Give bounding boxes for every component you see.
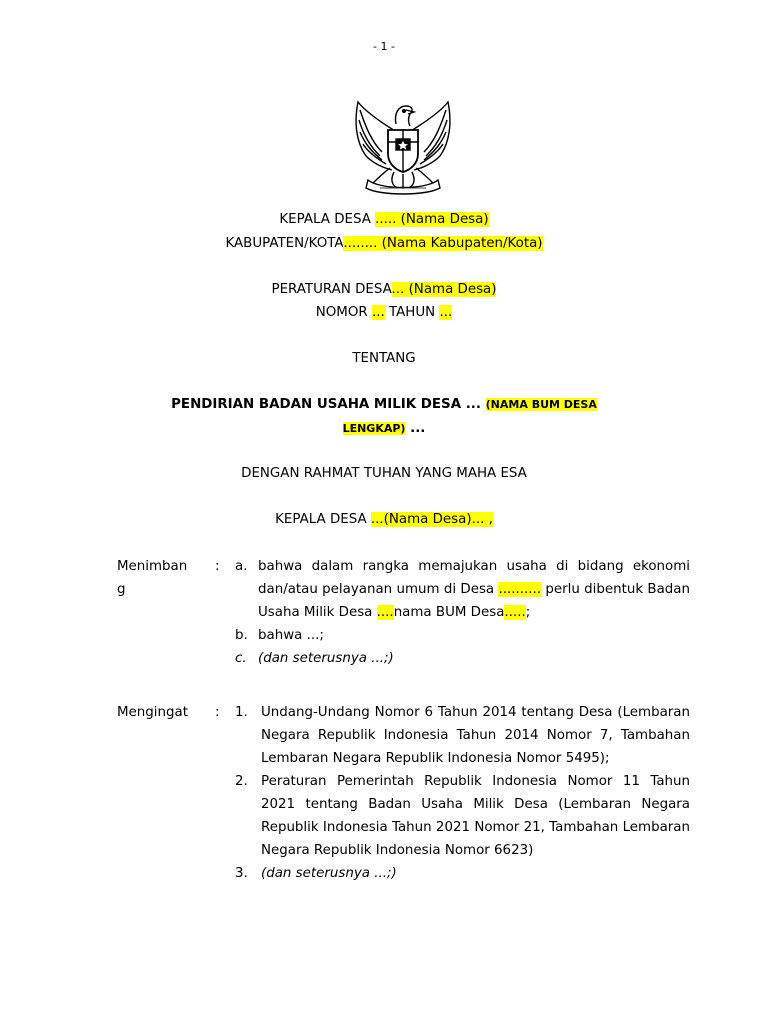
list-item — [235, 770, 690, 862]
header-kabupaten-text: KABUPATEN/KOTA — [225, 236, 344, 251]
placeholder-lengkap: LENGKAP) — [342, 422, 406, 435]
list-item — [235, 701, 690, 770]
menimbang-a-text2: perlu dibentuk Badan Usaha Milik Desa — [258, 582, 690, 620]
menimbang-a-text1: bahwa dalam rangka memajukan usaha di bidang ekonomi dan/atau pelayanan umum di Desa — [258, 559, 690, 597]
kepala-desa-line — [0, 512, 768, 527]
list-marker: 1. — [235, 705, 248, 720]
tahun-label: TAHUN — [384, 305, 440, 320]
list-marker: c. — [235, 651, 247, 666]
placeholder-bum-desa-2: ..... — [504, 605, 526, 620]
regulation-number — [0, 305, 768, 320]
list-marker: 3. — [235, 866, 248, 881]
kepala-desa-text: KEPALA DESA — [275, 512, 371, 527]
list-item — [235, 647, 690, 670]
placeholder-nama-bum-desa: (NAMA BUM DESA — [485, 398, 597, 411]
document-title-text: PENDIRIAN BADAN USAHA MILIK DESA ... — [171, 397, 486, 412]
menimbang-a-text4: ; — [525, 605, 531, 620]
placeholder-tahun: ... — [439, 305, 453, 320]
tentang-heading: TENTANG — [352, 351, 416, 366]
header-kepala-desa-text: KEPALA DESA — [279, 212, 376, 227]
mengingat-colon: : — [215, 705, 220, 720]
menimbang-a-text3: nama BUM Desa — [393, 605, 505, 620]
placeholder-nama-desa-3: ...(Nama Desa)... , — [370, 512, 493, 527]
placeholder-bum-desa: .... — [376, 605, 394, 620]
document-title-suffix: ... — [405, 421, 426, 436]
regulation-title — [0, 282, 768, 297]
menimbang-colon: : — [215, 559, 220, 574]
menimbang-label — [117, 555, 207, 601]
placeholder-nama-desa: ..... (Nama Desa) — [375, 212, 489, 227]
placeholder-nomor: ... — [371, 305, 385, 320]
placeholder-nama-kabupaten: ........ (Nama Kabupaten/Kota) — [343, 236, 543, 251]
list-item — [235, 862, 690, 885]
list-item-text — [258, 555, 690, 624]
list-item-text: Undang-Undang Nomor 6 Tahun 2014 tentang Desa (Lembaran Negara Republik Indonesia Tahun 2014 Nomor 7, Tambahan Lembaran Negara Republik Indonesia Nomor 5495); — [261, 705, 690, 766]
header-kabupaten — [0, 236, 768, 251]
list-marker: 2. — [235, 774, 248, 789]
list-item — [235, 555, 690, 624]
document-title-line2 — [0, 421, 768, 436]
placeholder-desa: .......... — [498, 582, 542, 597]
list-item-text: Peraturan Pemerintah Republik Indonesia Nomor 11 Tahun 2021 tentang Badan Usaha Milik Desa (Lembaran Negara Republik Indonesia Tahun 2021 Nomor 21, Tambahan Lembaran Negara Republik Indonesia Nomor 6623) — [261, 774, 690, 858]
mengingat-list — [235, 701, 690, 885]
document-title-line1 — [0, 397, 768, 412]
rahmat-line: DENGAN RAHMAT TUHAN YANG MAHA ESA — [241, 466, 527, 481]
regulation-title-text: PERATURAN DESA — [271, 282, 392, 297]
list-item-text: (dan seterusnya ...;) — [261, 866, 397, 881]
list-item-text: bahwa ...; — [258, 628, 324, 643]
page-number: - 1 - — [373, 40, 395, 53]
header-kepala-desa — [0, 212, 768, 227]
list-item-text: (dan seterusnya ...;) — [258, 651, 394, 666]
menimbang-label-line2: g — [117, 582, 126, 597]
list-marker: b. — [235, 628, 248, 643]
placeholder-nama-desa-2: ... (Nama Desa) — [391, 282, 497, 297]
mengingat-label: Mengingat — [117, 705, 188, 720]
nomor-label: NOMOR — [315, 305, 372, 320]
menimbang-list — [235, 555, 690, 670]
list-marker: a. — [235, 559, 248, 574]
garuda-emblem — [350, 92, 456, 196]
menimbang-label-line1: Menimban — [117, 559, 188, 574]
list-item — [235, 624, 690, 647]
